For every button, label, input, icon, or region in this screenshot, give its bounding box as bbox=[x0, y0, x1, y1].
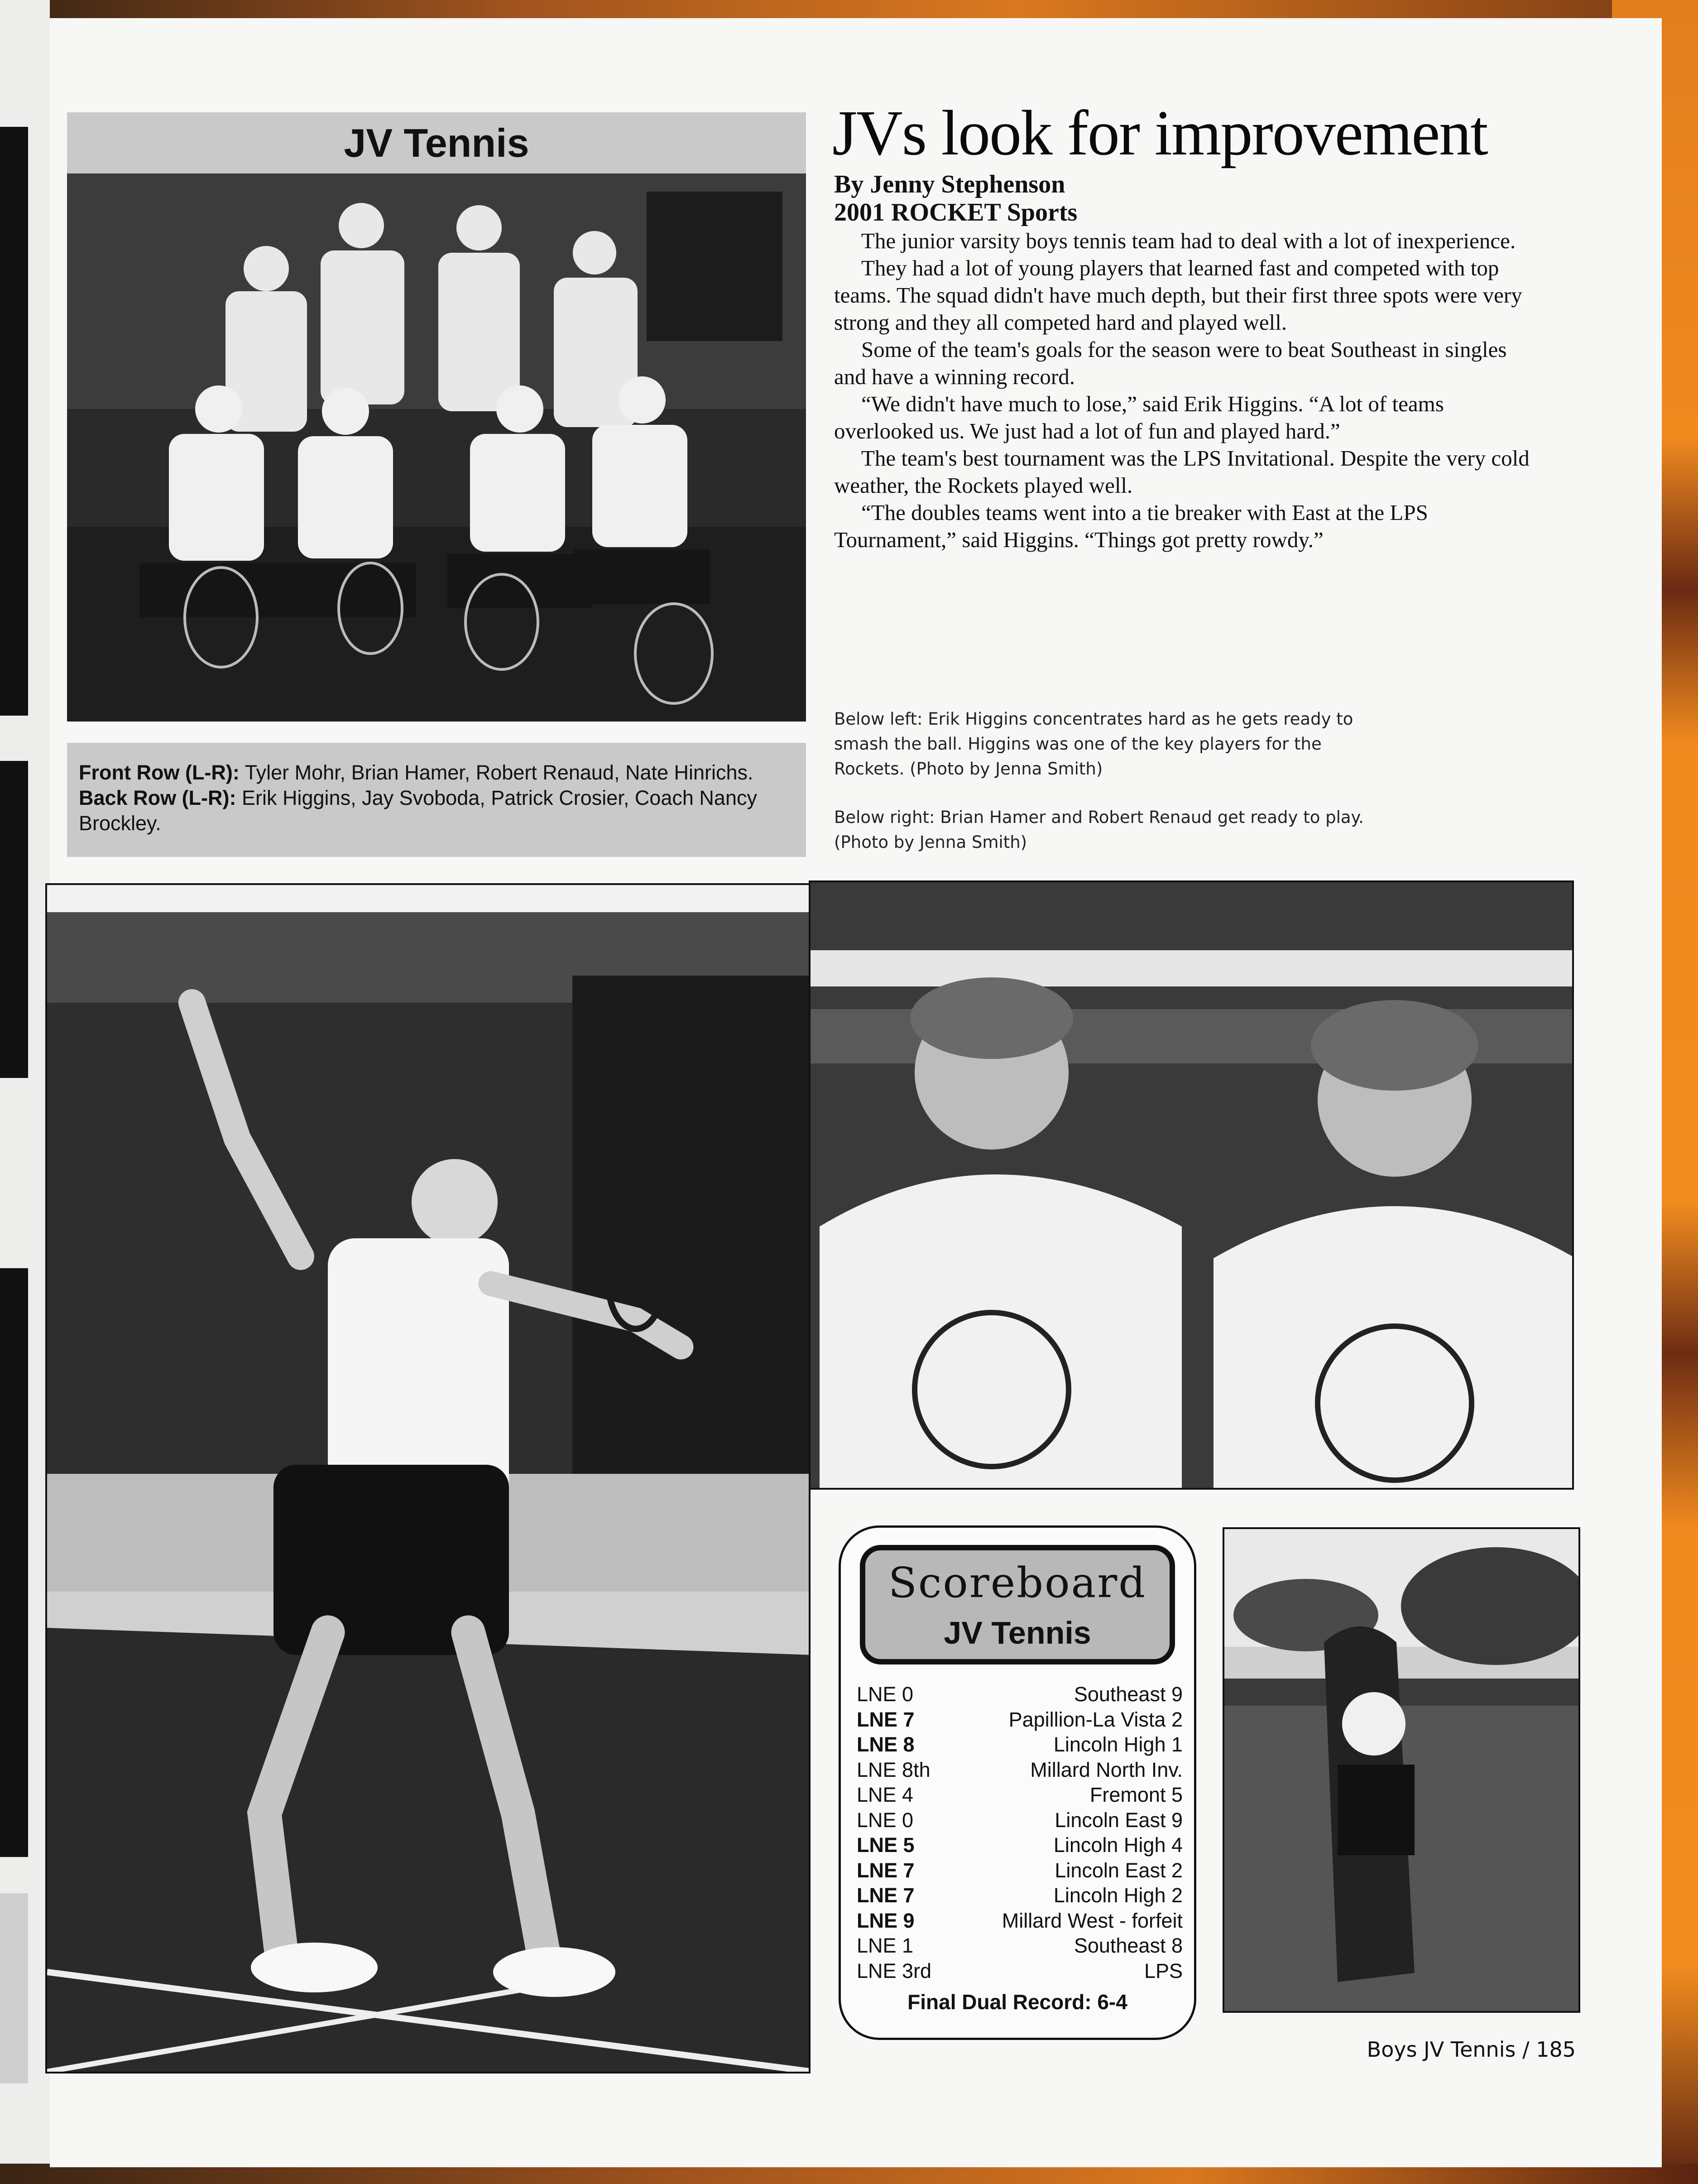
result-lne: LNE 7 bbox=[857, 1858, 915, 1882]
article-paragraph: They had a lot of young players that learned fast and competed with top teams. The squad didn't have much depth, but their first three spots were very strong and they all competed hard and played well. bbox=[834, 255, 1522, 335]
front-row-label: Front Row (L-R): bbox=[79, 761, 240, 784]
article-paragraph: The team's best tournament was the LPS Invitational. Despite the very cold weather, the Rockets played well. bbox=[834, 446, 1530, 498]
photo-caption-right: Below right: Brian Hamer and Robert Renaud get ready to play. (Photo by Jenna Smith) bbox=[834, 808, 1364, 852]
team-photo-caption bbox=[67, 743, 806, 857]
article-source: 2001 ROCKET Sports bbox=[834, 198, 1078, 226]
result-lne: LNE 0 bbox=[857, 1808, 914, 1832]
players-photo bbox=[809, 880, 1574, 1490]
result-row bbox=[857, 1833, 1183, 1858]
scan-edge-left bbox=[0, 0, 50, 2184]
scoreboard-results bbox=[857, 1682, 1183, 1983]
scoreboard-final-record: Final Dual Record: 6-4 bbox=[907, 1990, 1127, 2014]
result-lne: LNE 8th bbox=[857, 1758, 931, 1781]
result-row bbox=[857, 1732, 1183, 1757]
result-opponent: Lincoln East 9 bbox=[1055, 1808, 1183, 1832]
result-lne: LNE 7 bbox=[857, 1884, 915, 1907]
result-row bbox=[857, 1858, 1183, 1883]
action-photo bbox=[45, 883, 811, 2073]
article-headline: JVs look for improvement bbox=[832, 97, 1487, 168]
result-opponent: Millard West - forfeit bbox=[1002, 1909, 1183, 1932]
result-lne: LNE 5 bbox=[857, 1833, 915, 1857]
team-photo-header: JV Tennis bbox=[67, 112, 806, 173]
photo-captions bbox=[834, 707, 1377, 878]
equipment-photo bbox=[1223, 1527, 1580, 2013]
page-folio: Boys JV Tennis / 185 bbox=[1367, 2037, 1576, 2062]
team-photo-image bbox=[67, 173, 806, 722]
equipment-photo-image bbox=[1224, 1529, 1580, 2013]
result-row bbox=[857, 1933, 1183, 1958]
result-opponent: Southeast 9 bbox=[1074, 1683, 1183, 1706]
scoreboard-header bbox=[860, 1545, 1175, 1664]
result-opponent: Fremont 5 bbox=[1089, 1783, 1183, 1806]
article-byline bbox=[834, 170, 1513, 226]
result-opponent: Southeast 8 bbox=[1074, 1934, 1183, 1957]
result-lne: LNE 7 bbox=[857, 1708, 915, 1731]
result-opponent: Lincoln High 4 bbox=[1053, 1833, 1183, 1857]
result-row bbox=[857, 1883, 1183, 1908]
scoreboard-subtitle: JV Tennis bbox=[944, 1615, 1091, 1650]
photo-caption-left: Below left: Erik Higgins concentrates hard as he gets ready to smash the ball. Higgins was one of the key players for the Rockets. (Photo by Jenna Smith) bbox=[834, 709, 1353, 779]
article-paragraph: “The doubles teams went into a tie breaker with East at the LPS Tournament,” said Higgins. “Things got pretty rowdy.” bbox=[834, 500, 1428, 552]
scoreboard bbox=[839, 1525, 1196, 2040]
result-opponent: LPS bbox=[1144, 1959, 1183, 1982]
players-photo-image bbox=[811, 882, 1574, 1490]
result-row bbox=[857, 1707, 1183, 1732]
article-author: By Jenny Stephenson bbox=[834, 170, 1065, 198]
result-row bbox=[857, 1682, 1183, 1707]
result-row bbox=[857, 1958, 1183, 1984]
result-opponent: Lincoln High 1 bbox=[1053, 1733, 1183, 1756]
result-lne: LNE 9 bbox=[857, 1909, 915, 1932]
result-row bbox=[857, 1908, 1183, 1934]
article-paragraph: Some of the team's goals for the season were to beat Southeast in singles and have a winning record. bbox=[834, 337, 1507, 389]
result-row bbox=[857, 1782, 1183, 1808]
back-row-label: Back Row (L-R): bbox=[79, 786, 236, 809]
team-photo bbox=[67, 173, 806, 722]
result-opponent: Papillion-La Vista 2 bbox=[1008, 1708, 1183, 1731]
back-row-names: Erik Higgins, Jay Svoboda, Patrick Crosier, Coach Nancy Brockley. bbox=[79, 786, 757, 835]
result-lne: LNE 0 bbox=[857, 1683, 914, 1706]
result-lne: LNE 4 bbox=[857, 1783, 914, 1806]
result-lne: LNE 3rd bbox=[857, 1959, 932, 1982]
result-opponent: Lincoln High 2 bbox=[1053, 1884, 1183, 1907]
scoreboard-title: Scoreboard bbox=[888, 1559, 1147, 1607]
result-row bbox=[857, 1808, 1183, 1833]
result-lne: LNE 1 bbox=[857, 1934, 914, 1957]
article-paragraph: “We didn't have much to lose,” said Erik Higgins. “A lot of teams overlooked us. We just had a lot of fun and played hard.” bbox=[834, 391, 1444, 443]
article-paragraph: The junior varsity boys tennis team had to deal with a lot of inexperience. bbox=[861, 228, 1516, 253]
article-body bbox=[834, 227, 1531, 553]
result-opponent: Millard North Inv. bbox=[1030, 1758, 1183, 1781]
front-row-names: Tyler Mohr, Brian Hamer, Robert Renaud, Nate Hinrichs. bbox=[239, 761, 753, 784]
result-opponent: Lincoln East 2 bbox=[1055, 1858, 1183, 1882]
action-photo-image bbox=[47, 885, 811, 2073]
result-lne: LNE 8 bbox=[857, 1733, 915, 1756]
result-row bbox=[857, 1757, 1183, 1783]
